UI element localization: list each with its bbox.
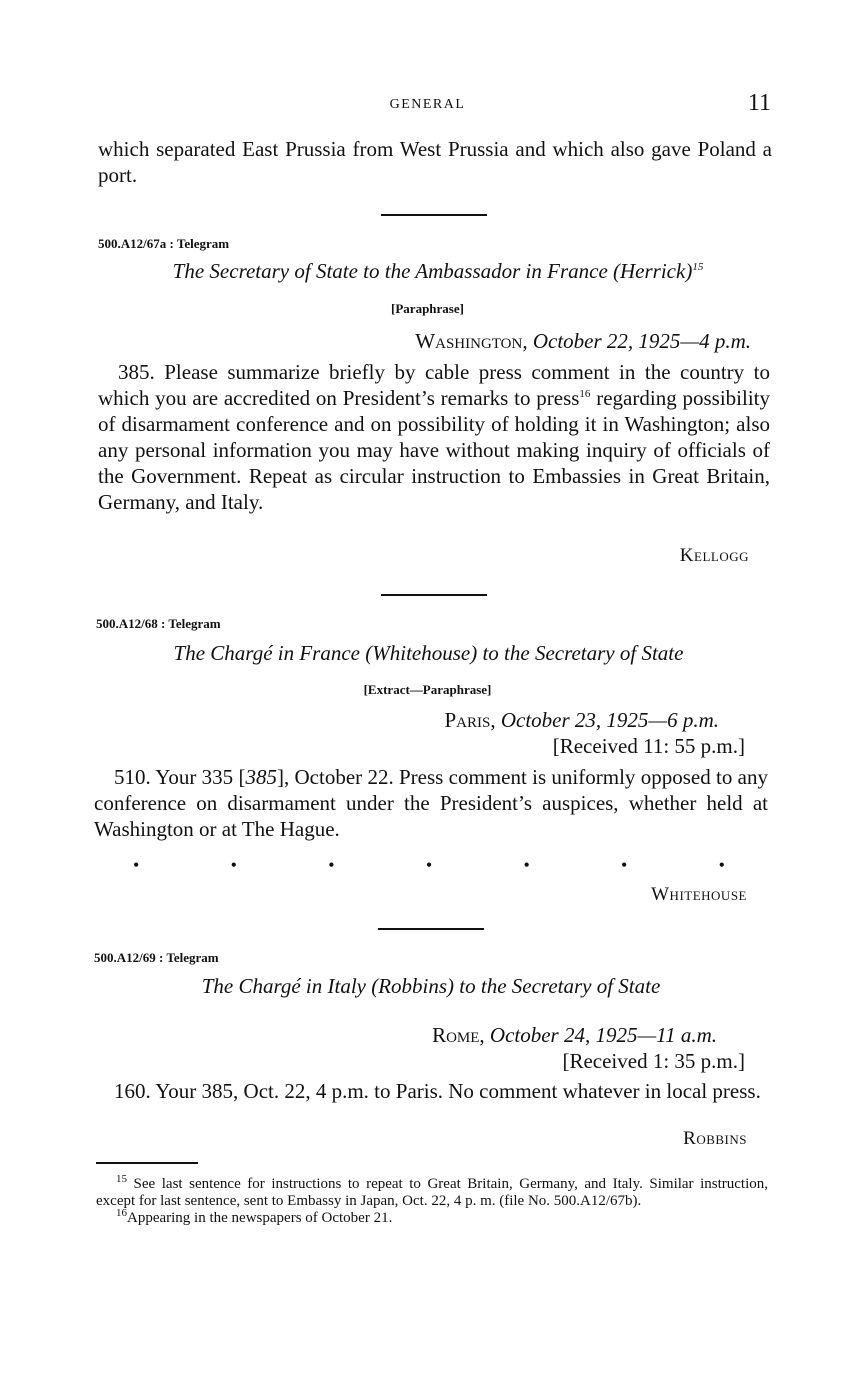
doc1-heading-text: The Secretary of State to the Ambassador in France (Herrick): [172, 259, 693, 283]
ellipsis-dot: •: [328, 855, 335, 875]
doc3-place: Rome: [432, 1023, 480, 1047]
footnote-text: See last sentence for instructions to repeat to Great Britain, Germany, and Italy. Similar instruction, except for last sentence, sent to Embassy in Japan, Oct. 22, 4 p. m. (file No. 500.A12/67b).: [96, 1176, 769, 1209]
doc3-received: [Received 1: 35 p.m.]: [562, 1049, 745, 1073]
doc3-dateline: Rome, October 24, 1925—11 a.m.: [432, 1023, 717, 1047]
doc2-dateline: Paris, October 23, 1925—6 p.m.: [444, 708, 719, 732]
footnote-15: [96, 1173, 769, 1210]
ellipsis-dot: •: [133, 855, 140, 875]
doc2-received: [Received 11: 55 p.m.]: [552, 734, 745, 758]
doc1-date: October 22, 1925—4 p.m.: [532, 329, 751, 353]
footnote-ref-16: 16: [579, 388, 591, 400]
doc3-heading: The Chargé in Italy (Robbins) to the Secretary of State: [201, 974, 661, 998]
ellipsis-dot: •: [523, 855, 530, 875]
omission-ellipsis: [133, 855, 725, 876]
doc1-heading: [98, 259, 778, 284]
intro-paragraph: which separated East Prussia from West Prussia and which also gave Poland a port.: [98, 137, 772, 187]
doc1-dateline: Washington, October 22, 1925—4 p.m.: [415, 329, 751, 353]
footnote-rule: [96, 1162, 198, 1164]
ellipsis-dot: •: [230, 855, 237, 875]
doc2-body-part1: 510. Your 335 [: [114, 765, 246, 789]
footnote-number: 15: [116, 1173, 127, 1185]
section-divider: [381, 594, 487, 596]
footnotes: [96, 1173, 769, 1227]
doc1-body-text: 385. Please summarize briefly by cable press comment in the country to which you are accredited on President’s remarks to press: [98, 360, 770, 410]
doc2-signature: Whitehouse: [651, 884, 747, 905]
ellipsis-dot: •: [718, 855, 725, 875]
doc2-note: [Extract—Paraphrase]: [363, 682, 492, 697]
doc2-date: October 23, 1925—6 p.m.: [500, 708, 719, 732]
doc2-file-number: 500.A12/68 : Telegram: [96, 616, 221, 631]
doc3-date: October 24, 1925—11 a.m.: [489, 1023, 717, 1047]
doc1-body-rest: regarding possibility of disarmament conference and on possibility of holding it in Washington; also any personal information you may have without making inquiry of officials of the Government. Repeat as circular instruction to Embassies in Great Britain, Germany, and Italy.: [98, 386, 771, 514]
footnote-number: 16: [116, 1207, 127, 1219]
doc2-place: Paris: [444, 708, 491, 732]
ellipsis-dot: •: [621, 855, 628, 875]
section-divider: [381, 214, 487, 216]
doc1-note: [Paraphrase]: [391, 301, 464, 316]
doc2-body-part2: ], October 22. Press comment is uniformly opposed to any conference on disarmament under the President’s auspices, whether held at Washington or at The Hague.: [94, 765, 768, 841]
doc3-signature: Robbins: [683, 1128, 747, 1149]
section-divider: [378, 928, 484, 930]
doc1-place: Washington: [415, 329, 523, 353]
page-number: 11: [747, 90, 771, 116]
running-header: GENERAL: [389, 97, 466, 112]
footnote-ref-15: 15: [692, 261, 704, 273]
doc3-file-number: 500.A12/69 : Telegram: [94, 950, 219, 965]
doc1-body: [98, 359, 770, 515]
doc1-signature: Kellogg: [679, 545, 749, 566]
doc2-heading: The Chargé in France (Whitehouse) to the Secretary of State: [173, 641, 684, 665]
doc1-file-number: 500.A12/67a : Telegram: [98, 236, 230, 251]
footnote-text: Appearing in the newspapers of October 21.: [127, 1210, 393, 1226]
doc3-body: 160. Your 385, Oct. 22, 4 p.m. to Paris. No comment whatever in local press.: [114, 1079, 761, 1103]
ellipsis-dot: •: [425, 855, 433, 875]
footnote-16: [96, 1207, 768, 1227]
doc2-body-italic: 385: [245, 765, 277, 789]
doc2-body: [94, 764, 768, 842]
